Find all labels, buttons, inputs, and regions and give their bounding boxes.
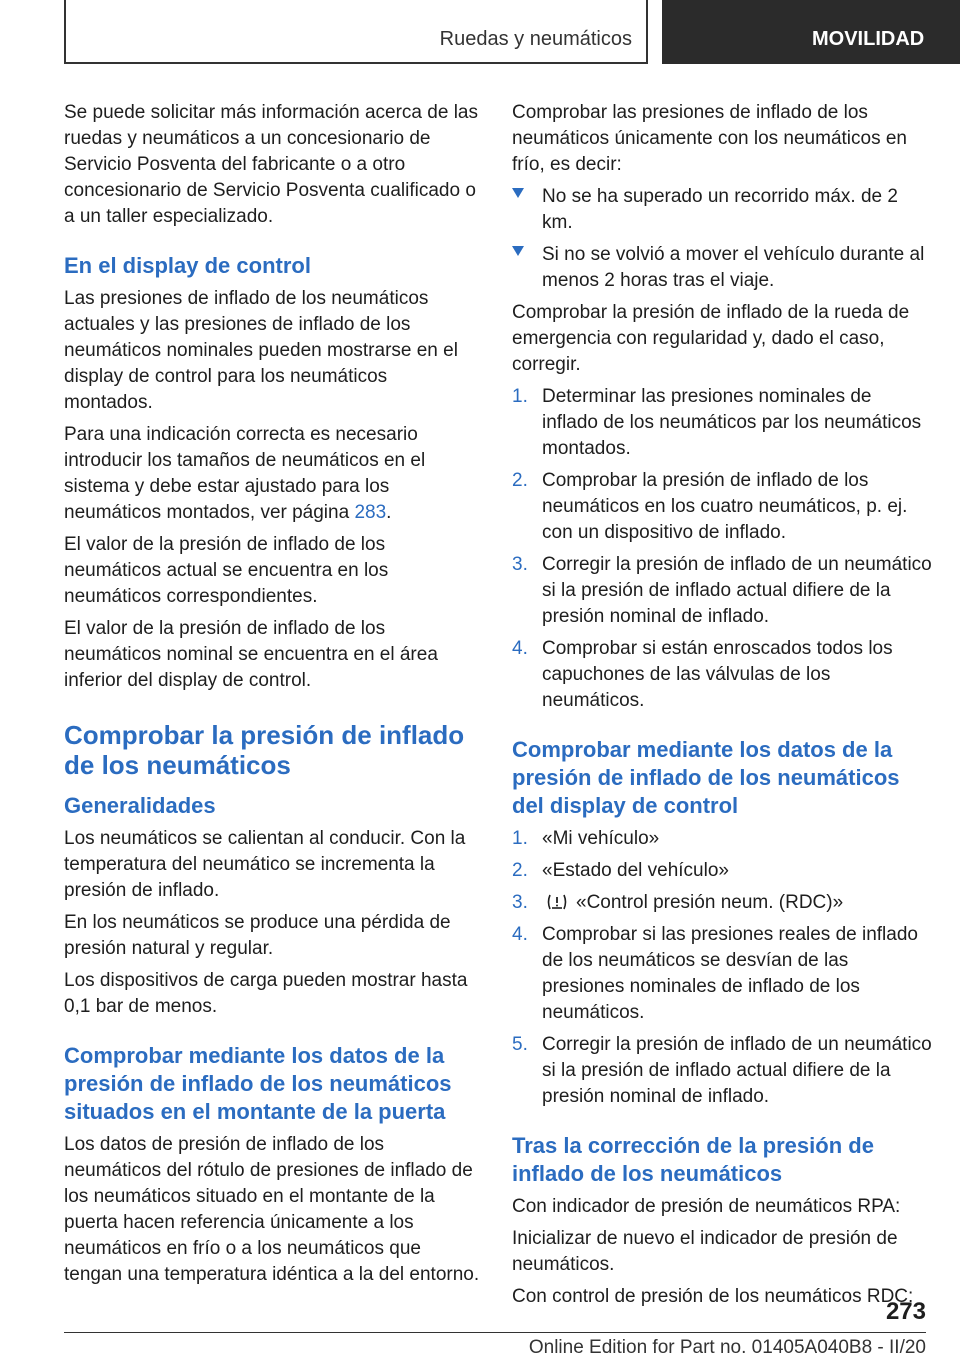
intro-paragraph: Se puede solicitar más información acerca de las ruedas y neumáticos a un concesionario de Servicio Posventa del fabricante o a otro concesionario de Servicio Posventa cualificado o a un taller especializado. — [64, 102, 478, 227]
list-item — [512, 636, 932, 714]
display-paragraph-2 — [64, 422, 480, 526]
after-paragraph-1: Con indicador de presión de neumáticos RPA: — [512, 1196, 901, 1217]
list-item — [512, 552, 932, 630]
display-paragraph-2-text: Para una indicación correcta es necesario introducir los tamaños de neumáticos en el sistema y debe estar ajustado para los neumáticos montados, ver página — [64, 424, 426, 523]
spare-wheel-paragraph: Comprobar la presión de inflado de la rueda de emergencia con regularidad y, dado el caso, corregir. — [512, 302, 910, 375]
right-column — [512, 100, 932, 1316]
step-number: 2. — [512, 860, 528, 881]
page-number: 273 — [885, 1298, 926, 1325]
heading-check-pressure: Comprobar la presión de inflado de los neumáticos — [64, 720, 465, 780]
after-paragraph-3: Con control de presión de los neumáticos RDC: — [512, 1286, 914, 1307]
list-item — [512, 826, 932, 852]
list-item-text: Si no se volvió a mover el vehículo durante al menos 2 horas tras el viaje. — [542, 244, 925, 291]
list-item — [512, 890, 932, 916]
step-text: Corregir la presión de inflado de un neumático si la presión de inflado actual difiere de la presión nominal de inflado. — [542, 1034, 932, 1107]
list-item — [512, 1032, 932, 1110]
step-number: 4. — [512, 924, 528, 945]
list-item — [512, 184, 932, 236]
list-item — [512, 384, 932, 462]
display-paragraph-2-end: . — [386, 502, 392, 523]
cold-tires-paragraph: Comprobar las presiones de inflado de los neumáticos únicamente con los neumáticos en frío, es decir: — [512, 102, 908, 175]
list-item-text: No se ha superado un recorrido máx. de 2 km. — [542, 186, 898, 233]
step-number: 3. — [512, 554, 528, 575]
bullet-triangle-icon — [512, 188, 524, 198]
tire-pressure-warning-icon — [546, 892, 568, 908]
page-reference-link[interactable]: 283 — [354, 502, 387, 523]
list-item — [512, 922, 932, 1026]
page-header — [0, 0, 960, 66]
door-pillar-paragraph: Los datos de presión de inflado de los neumáticos del rótulo de presiones de inflado de los neumáticos situado en el montante de la puerta hacen referencia únicamente a los neumáticos en frío o a los neumáticos que tengan una temperatura idéntica a la del entorno. — [64, 1134, 480, 1285]
step-text: «Mi vehículo» — [542, 828, 660, 849]
step-text: Comprobar si las presiones reales de inflado de los neumáticos se desvían de las presiones nominales de inflado de los neumáticos. — [542, 924, 918, 1023]
step-text: «Estado del vehículo» — [542, 860, 729, 881]
step-number: 5. — [512, 1034, 528, 1055]
edition-footer: Online Edition for Part no. 01405A040B8 - II/20 — [528, 1337, 926, 1358]
bullet-triangle-icon — [512, 246, 524, 256]
section-tab — [64, 0, 648, 64]
section-title: Ruedas y neumáticos — [439, 28, 632, 50]
after-paragraph-2: Inicializar de nuevo el indicador de presión de neumáticos. — [512, 1228, 898, 1275]
display-paragraph-3: El valor de la presión de inflado de los neumáticos actual se encuentra en los neumáticos correspondientes. — [64, 534, 389, 607]
general-paragraph-2: En los neumáticos se produce una pérdida de presión natural y regular. — [64, 912, 451, 959]
display-paragraph-1: Las presiones de inflado de los neumáticos actuales y las presiones de inflado de los neumáticos nominales pueden mostrarse en el display de control para los neumáticos montados. — [64, 288, 458, 413]
step-number: 2. — [512, 470, 528, 491]
chapter-title: MOVILIDAD — [662, 0, 960, 64]
left-column — [64, 100, 480, 1294]
step-number: 3. — [512, 892, 528, 913]
step-text: Determinar las presiones nominales de inflado de los neumáticos par los neumáticos montados. — [542, 386, 922, 459]
step-number: 1. — [512, 386, 528, 407]
check-steps-list — [512, 384, 932, 714]
cold-conditions-list — [512, 184, 932, 294]
step-text: «Control presión neum. (RDC)» — [576, 892, 844, 913]
heading-display: En el display de control — [64, 253, 311, 278]
step-number: 1. — [512, 828, 528, 849]
heading-after-correction: Tras la corrección de la presión de inflado de los neumáticos — [512, 1133, 874, 1186]
display-steps-list — [512, 826, 932, 1110]
step-text: Comprobar la presión de inflado de los neumáticos en los cuatro neumáticos, p. ej. con un dispositivo de inflado. — [542, 470, 908, 543]
display-paragraph-4: El valor de la presión de inflado de los neumáticos nominal se encuentra en el área inferior del display de control. — [64, 618, 438, 691]
list-item — [512, 858, 932, 884]
list-item — [512, 242, 932, 294]
step-text: Comprobar si están enroscados todos los capuchones de las válvulas de los neumáticos. — [542, 638, 893, 711]
heading-general: Generalidades — [64, 793, 216, 818]
heading-door-pillar: Comprobar mediante los datos de la presión de inflado de los neumáticos situados en el montante de la puerta — [64, 1043, 452, 1124]
footer-divider — [64, 1332, 926, 1333]
step-text: Corregir la presión de inflado de un neumático si la presión de inflado actual difiere de la presión nominal de inflado. — [542, 554, 932, 627]
heading-display-check: Comprobar mediante los datos de la presión de inflado de los neumáticos del display de control — [512, 737, 900, 818]
general-paragraph-1: Los neumáticos se calientan al conducir. Con la temperatura del neumático se incrementa la presión de inflado. — [64, 828, 466, 901]
list-item — [512, 468, 932, 546]
general-paragraph-3: Los dispositivos de carga pueden mostrar hasta 0,1 bar de menos. — [64, 970, 468, 1017]
step-number: 4. — [512, 638, 528, 659]
